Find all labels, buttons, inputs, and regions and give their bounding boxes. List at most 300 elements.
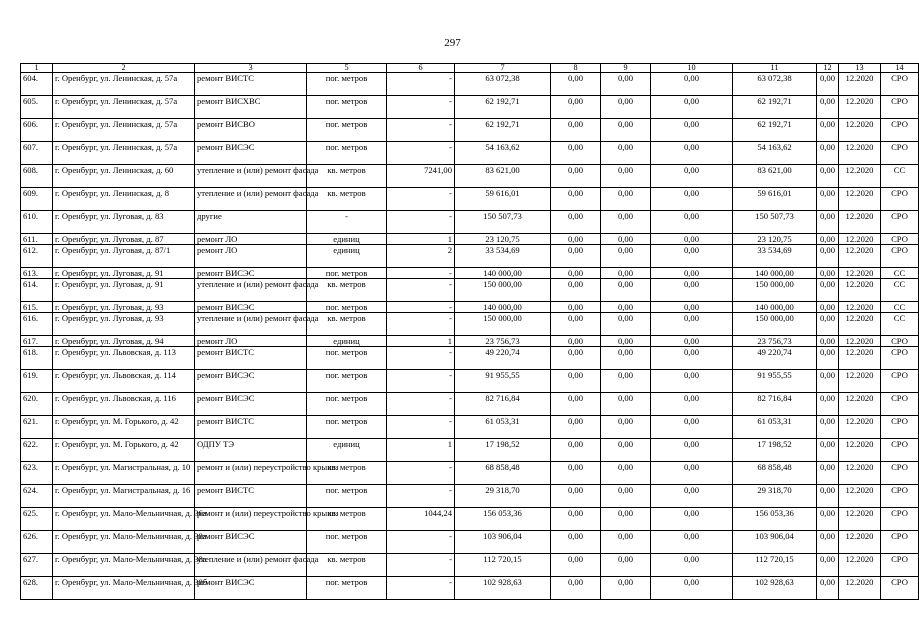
row-number-cell: 609. <box>21 188 53 211</box>
fund-local-cell: 0,00 <box>651 96 733 119</box>
row-number-cell: 628. <box>21 577 53 600</box>
unit-cell: кв. метров <box>307 313 387 336</box>
fund-regional-cell: 0,00 <box>601 165 651 188</box>
unit-cell: кв. метров <box>307 554 387 577</box>
fund-regional-cell: 0,00 <box>601 485 651 508</box>
completion-date-cell: 12.2020 <box>839 268 881 279</box>
fund-federal-cell: 0,00 <box>551 234 601 245</box>
completion-date-cell: 12.2020 <box>839 485 881 508</box>
fund-federal-cell: 0,00 <box>551 347 601 370</box>
completion-date-cell: 12.2020 <box>839 416 881 439</box>
row-number-cell: 611. <box>21 234 53 245</box>
fund-owners-cell: 140 000,00 <box>733 268 817 279</box>
fund-owners-cell: 140 000,00 <box>733 302 817 313</box>
volume-cell: - <box>387 302 455 313</box>
work-type-cell: ремонт ВИСЭС <box>195 393 307 416</box>
row-number-cell: 615. <box>21 302 53 313</box>
work-type-cell: ремонт ЛО <box>195 245 307 268</box>
fund-owners-cell: 62 192,71 <box>733 96 817 119</box>
total-cost-cell: 150 000,00 <box>455 313 551 336</box>
total-cost-cell: 68 858,48 <box>455 462 551 485</box>
funding-method-cell: СРО <box>881 96 919 119</box>
fund-owners-cell: 103 906,04 <box>733 531 817 554</box>
address-cell: г. Оренбург, ул. Ленинская, д. 57а <box>53 142 195 165</box>
cost-per-unit-cell: 0,00 <box>817 302 839 313</box>
address-cell: г. Оренбург, ул. М. Горького, д. 42 <box>53 439 195 462</box>
row-number-cell: 616. <box>21 313 53 336</box>
fund-federal-cell: 0,00 <box>551 531 601 554</box>
fund-regional-cell: 0,00 <box>601 416 651 439</box>
unit-cell: пог. метров <box>307 531 387 554</box>
fund-regional-cell: 0,00 <box>601 142 651 165</box>
volume-cell: - <box>387 211 455 234</box>
total-cost-cell: 61 053,31 <box>455 416 551 439</box>
address-cell: г. Оренбург, ул. Луговая, д. 91 <box>53 279 195 302</box>
table-row <box>21 279 919 302</box>
address-cell: г. Оренбург, ул. Ленинская, д. 60 <box>53 165 195 188</box>
volume-cell: - <box>387 142 455 165</box>
fund-regional-cell: 0,00 <box>601 370 651 393</box>
total-cost-cell: 83 621,00 <box>455 165 551 188</box>
unit-cell: единиц <box>307 245 387 268</box>
fund-federal-cell: 0,00 <box>551 462 601 485</box>
column-number-header: 3 <box>195 64 307 73</box>
fund-owners-cell: 63 072,38 <box>733 73 817 96</box>
completion-date-cell: 12.2020 <box>839 119 881 142</box>
unit-cell: кв. метров <box>307 188 387 211</box>
completion-date-cell: 12.2020 <box>839 508 881 531</box>
row-number-cell: 610. <box>21 211 53 234</box>
total-cost-cell: 62 192,71 <box>455 119 551 142</box>
column-number-header: 10 <box>651 64 733 73</box>
total-cost-cell: 82 716,84 <box>455 393 551 416</box>
volume-cell: 1 <box>387 234 455 245</box>
fund-regional-cell: 0,00 <box>601 393 651 416</box>
funding-method-cell: СС <box>881 279 919 302</box>
fund-local-cell: 0,00 <box>651 347 733 370</box>
fund-owners-cell: 68 858,48 <box>733 462 817 485</box>
fund-regional-cell: 0,00 <box>601 73 651 96</box>
register-table <box>20 63 919 600</box>
funding-method-cell: СРО <box>881 370 919 393</box>
total-cost-cell: 23 756,73 <box>455 336 551 347</box>
total-cost-cell: 49 220,74 <box>455 347 551 370</box>
table-row <box>21 577 919 600</box>
funding-method-cell: СРО <box>881 554 919 577</box>
total-cost-cell: 23 120,75 <box>455 234 551 245</box>
address-cell: г. Оренбург, ул. Луговая, д. 93 <box>53 313 195 336</box>
work-type-cell: ремонт ВИСЭС <box>195 577 307 600</box>
row-number-cell: 607. <box>21 142 53 165</box>
fund-local-cell: 0,00 <box>651 393 733 416</box>
work-type-cell: ОДПУ ТЭ <box>195 439 307 462</box>
completion-date-cell: 12.2020 <box>839 234 881 245</box>
fund-local-cell: 0,00 <box>651 554 733 577</box>
fund-owners-cell: 33 534,69 <box>733 245 817 268</box>
fund-regional-cell: 0,00 <box>601 508 651 531</box>
table-row <box>21 439 919 462</box>
fund-federal-cell: 0,00 <box>551 268 601 279</box>
unit-cell: кв. метров <box>307 508 387 531</box>
row-number-cell: 617. <box>21 336 53 347</box>
row-number-cell: 620. <box>21 393 53 416</box>
row-number-cell: 625. <box>21 508 53 531</box>
table-row <box>21 554 919 577</box>
work-type-cell: ремонт ВИСЭС <box>195 142 307 165</box>
volume-cell: - <box>387 393 455 416</box>
volume-cell: 1 <box>387 439 455 462</box>
row-number-cell: 618. <box>21 347 53 370</box>
work-type-cell: ремонт ВИСЭС <box>195 268 307 279</box>
fund-local-cell: 0,00 <box>651 302 733 313</box>
completion-date-cell: 12.2020 <box>839 336 881 347</box>
fund-regional-cell: 0,00 <box>601 439 651 462</box>
volume-cell: - <box>387 188 455 211</box>
fund-local-cell: 0,00 <box>651 531 733 554</box>
funding-method-cell: СС <box>881 302 919 313</box>
cost-per-unit-cell: 0,00 <box>817 577 839 600</box>
address-cell: г. Оренбург, ул. Луговая, д. 87/1 <box>53 245 195 268</box>
completion-date-cell: 12.2020 <box>839 577 881 600</box>
fund-regional-cell: 0,00 <box>601 96 651 119</box>
cost-per-unit-cell: 0,00 <box>817 211 839 234</box>
column-number-header: 14 <box>881 64 919 73</box>
fund-owners-cell: 49 220,74 <box>733 347 817 370</box>
total-cost-cell: 140 000,00 <box>455 268 551 279</box>
funding-method-cell: СРО <box>881 73 919 96</box>
fund-local-cell: 0,00 <box>651 336 733 347</box>
table-row <box>21 531 919 554</box>
column-number-header: 9 <box>601 64 651 73</box>
total-cost-cell: 103 906,04 <box>455 531 551 554</box>
address-cell: г. Оренбург, ул. Луговая, д. 83 <box>53 211 195 234</box>
unit-cell: пог. метров <box>307 577 387 600</box>
address-cell: г. Оренбург, ул. Львовская, д. 116 <box>53 393 195 416</box>
volume-cell: - <box>387 119 455 142</box>
row-number-cell: 605. <box>21 96 53 119</box>
work-type-cell: утепление и (или) ремонт фасада <box>195 188 307 211</box>
table-row <box>21 508 919 531</box>
table-row <box>21 347 919 370</box>
funding-method-cell: СРО <box>881 347 919 370</box>
fund-federal-cell: 0,00 <box>551 439 601 462</box>
unit-cell: кв. метров <box>307 279 387 302</box>
cost-per-unit-cell: 0,00 <box>817 165 839 188</box>
volume-cell: - <box>387 370 455 393</box>
cost-per-unit-cell: 0,00 <box>817 554 839 577</box>
fund-owners-cell: 156 053,36 <box>733 508 817 531</box>
fund-local-cell: 0,00 <box>651 485 733 508</box>
cost-per-unit-cell: 0,00 <box>817 393 839 416</box>
row-number-cell: 612. <box>21 245 53 268</box>
completion-date-cell: 12.2020 <box>839 188 881 211</box>
fund-local-cell: 0,00 <box>651 234 733 245</box>
completion-date-cell: 12.2020 <box>839 439 881 462</box>
address-cell: г. Оренбург, ул. Луговая, д. 91 <box>53 268 195 279</box>
address-cell: г. Оренбург, ул. Магистральная, д. 10 <box>53 462 195 485</box>
fund-owners-cell: 150 507,73 <box>733 211 817 234</box>
address-cell: г. Оренбург, ул. Ленинская, д. 57а <box>53 96 195 119</box>
cost-per-unit-cell: 0,00 <box>817 439 839 462</box>
funding-method-cell: СС <box>881 313 919 336</box>
address-cell: г. Оренбург, ул. М. Горького, д. 42 <box>53 416 195 439</box>
row-number-cell: 614. <box>21 279 53 302</box>
row-number-cell: 622. <box>21 439 53 462</box>
fund-owners-cell: 23 756,73 <box>733 336 817 347</box>
fund-local-cell: 0,00 <box>651 188 733 211</box>
table-row <box>21 370 919 393</box>
fund-local-cell: 0,00 <box>651 508 733 531</box>
address-cell: г. Оренбург, ул. Львовская, д. 114 <box>53 370 195 393</box>
funding-method-cell: СРО <box>881 462 919 485</box>
row-number-cell: 623. <box>21 462 53 485</box>
completion-date-cell: 12.2020 <box>839 393 881 416</box>
total-cost-cell: 156 053,36 <box>455 508 551 531</box>
work-type-cell: другие <box>195 211 307 234</box>
fund-regional-cell: 0,00 <box>601 336 651 347</box>
fund-local-cell: 0,00 <box>651 439 733 462</box>
address-cell: г. Оренбург, ул. Магистральная, д. 16 <box>53 485 195 508</box>
funding-method-cell: СРО <box>881 508 919 531</box>
completion-date-cell: 12.2020 <box>839 347 881 370</box>
completion-date-cell: 12.2020 <box>839 462 881 485</box>
row-number-cell: 627. <box>21 554 53 577</box>
funding-method-cell: СРО <box>881 439 919 462</box>
fund-federal-cell: 0,00 <box>551 279 601 302</box>
work-type-cell: ремонт ЛО <box>195 336 307 347</box>
completion-date-cell: 12.2020 <box>839 245 881 268</box>
fund-local-cell: 0,00 <box>651 211 733 234</box>
cost-per-unit-cell: 0,00 <box>817 370 839 393</box>
fund-federal-cell: 0,00 <box>551 370 601 393</box>
funding-method-cell: СРО <box>881 485 919 508</box>
work-type-cell: ремонт ВИСТС <box>195 485 307 508</box>
unit-cell: пог. метров <box>307 416 387 439</box>
column-number-header: 7 <box>455 64 551 73</box>
column-number-header: 13 <box>839 64 881 73</box>
column-number-header: 12 <box>817 64 839 73</box>
fund-local-cell: 0,00 <box>651 279 733 302</box>
completion-date-cell: 12.2020 <box>839 211 881 234</box>
cost-per-unit-cell: 0,00 <box>817 313 839 336</box>
fund-owners-cell: 150 000,00 <box>733 313 817 336</box>
table-row <box>21 336 919 347</box>
funding-method-cell: СРО <box>881 245 919 268</box>
funding-method-cell: СРО <box>881 416 919 439</box>
completion-date-cell: 12.2020 <box>839 142 881 165</box>
fund-federal-cell: 0,00 <box>551 485 601 508</box>
fund-local-cell: 0,00 <box>651 268 733 279</box>
table-row <box>21 73 919 96</box>
fund-federal-cell: 0,00 <box>551 393 601 416</box>
work-type-cell: ремонт и (или) переустройство крыши <box>195 508 307 531</box>
fund-regional-cell: 0,00 <box>601 245 651 268</box>
fund-regional-cell: 0,00 <box>601 188 651 211</box>
address-cell: г. Оренбург, ул. Луговая, д. 94 <box>53 336 195 347</box>
column-number-row <box>21 64 919 73</box>
cost-per-unit-cell: 0,00 <box>817 234 839 245</box>
table-row <box>21 393 919 416</box>
volume-cell: - <box>387 462 455 485</box>
total-cost-cell: 59 616,01 <box>455 188 551 211</box>
fund-regional-cell: 0,00 <box>601 119 651 142</box>
volume-cell: - <box>387 268 455 279</box>
cost-per-unit-cell: 0,00 <box>817 336 839 347</box>
volume-cell: 1 <box>387 336 455 347</box>
fund-local-cell: 0,00 <box>651 577 733 600</box>
total-cost-cell: 91 955,55 <box>455 370 551 393</box>
fund-regional-cell: 0,00 <box>601 268 651 279</box>
work-type-cell: ремонт ВИСЭС <box>195 370 307 393</box>
fund-owners-cell: 23 120,75 <box>733 234 817 245</box>
volume-cell: - <box>387 577 455 600</box>
completion-date-cell: 12.2020 <box>839 370 881 393</box>
fund-federal-cell: 0,00 <box>551 96 601 119</box>
funding-method-cell: СРО <box>881 336 919 347</box>
fund-owners-cell: 83 621,00 <box>733 165 817 188</box>
page-number: 297 <box>444 37 461 49</box>
table-row <box>21 245 919 268</box>
cost-per-unit-cell: 0,00 <box>817 416 839 439</box>
cost-per-unit-cell: 0,00 <box>817 485 839 508</box>
address-cell: г. Оренбург, ул. Луговая, д. 93 <box>53 302 195 313</box>
volume-cell: - <box>387 416 455 439</box>
fund-regional-cell: 0,00 <box>601 234 651 245</box>
total-cost-cell: 63 072,38 <box>455 73 551 96</box>
address-cell: г. Оренбург, ул. Луговая, д. 87 <box>53 234 195 245</box>
volume-cell: - <box>387 73 455 96</box>
fund-local-cell: 0,00 <box>651 73 733 96</box>
unit-cell: пог. метров <box>307 347 387 370</box>
row-number-cell: 608. <box>21 165 53 188</box>
unit-cell: кв. метров <box>307 165 387 188</box>
column-number-header: 8 <box>551 64 601 73</box>
unit-cell: единиц <box>307 439 387 462</box>
total-cost-cell: 33 534,69 <box>455 245 551 268</box>
fund-owners-cell: 29 318,70 <box>733 485 817 508</box>
fund-local-cell: 0,00 <box>651 462 733 485</box>
unit-cell: кв. метров <box>307 462 387 485</box>
table-row <box>21 416 919 439</box>
completion-date-cell: 12.2020 <box>839 279 881 302</box>
volume-cell: - <box>387 96 455 119</box>
total-cost-cell: 29 318,70 <box>455 485 551 508</box>
unit-cell: пог. метров <box>307 302 387 313</box>
fund-owners-cell: 102 928,63 <box>733 577 817 600</box>
fund-federal-cell: 0,00 <box>551 142 601 165</box>
fund-federal-cell: 0,00 <box>551 73 601 96</box>
fund-regional-cell: 0,00 <box>601 313 651 336</box>
fund-local-cell: 0,00 <box>651 142 733 165</box>
table-row <box>21 96 919 119</box>
address-cell: г. Оренбург, ул. Мало-Мельничная, д. 38б <box>53 577 195 600</box>
column-number-header: 11 <box>733 64 817 73</box>
table-row <box>21 313 919 336</box>
work-type-cell: утепление и (или) ремонт фасада <box>195 279 307 302</box>
cost-per-unit-cell: 0,00 <box>817 119 839 142</box>
work-type-cell: утепление и (или) ремонт фасада <box>195 313 307 336</box>
work-type-cell: ремонт и (или) переустройство крыши <box>195 462 307 485</box>
completion-date-cell: 12.2020 <box>839 165 881 188</box>
fund-federal-cell: 0,00 <box>551 119 601 142</box>
fund-local-cell: 0,00 <box>651 119 733 142</box>
unit-cell: пог. метров <box>307 119 387 142</box>
unit-cell: единиц <box>307 234 387 245</box>
unit-cell: - <box>307 211 387 234</box>
table-row <box>21 268 919 279</box>
table-row <box>21 234 919 245</box>
volume-cell: - <box>387 313 455 336</box>
completion-date-cell: 12.2020 <box>839 554 881 577</box>
fund-regional-cell: 0,00 <box>601 347 651 370</box>
funding-method-cell: СРО <box>881 577 919 600</box>
fund-local-cell: 0,00 <box>651 370 733 393</box>
cost-per-unit-cell: 0,00 <box>817 73 839 96</box>
fund-regional-cell: 0,00 <box>601 279 651 302</box>
table-row <box>21 485 919 508</box>
total-cost-cell: 17 198,52 <box>455 439 551 462</box>
fund-regional-cell: 0,00 <box>601 531 651 554</box>
volume-cell: 7241,00 <box>387 165 455 188</box>
work-type-cell: ремонт ВИСЭС <box>195 531 307 554</box>
table-row <box>21 119 919 142</box>
table-row <box>21 188 919 211</box>
unit-cell: пог. метров <box>307 142 387 165</box>
work-type-cell: ремонт ВИСВО <box>195 119 307 142</box>
funding-method-cell: СРО <box>881 393 919 416</box>
funding-method-cell: СРО <box>881 188 919 211</box>
unit-cell: пог. метров <box>307 485 387 508</box>
completion-date-cell: 12.2020 <box>839 313 881 336</box>
fund-local-cell: 0,00 <box>651 416 733 439</box>
completion-date-cell: 12.2020 <box>839 302 881 313</box>
row-number-cell: 606. <box>21 119 53 142</box>
work-type-cell: утепление и (или) ремонт фасада <box>195 554 307 577</box>
work-type-cell: утепление и (или) ремонт фасада <box>195 165 307 188</box>
unit-cell: пог. метров <box>307 393 387 416</box>
address-cell: г. Оренбург, ул. Ленинская, д. 8 <box>53 188 195 211</box>
work-type-cell: ремонт ВИСТС <box>195 73 307 96</box>
fund-federal-cell: 0,00 <box>551 245 601 268</box>
total-cost-cell: 102 928,63 <box>455 577 551 600</box>
funding-method-cell: СРО <box>881 119 919 142</box>
fund-regional-cell: 0,00 <box>601 462 651 485</box>
cost-per-unit-cell: 0,00 <box>817 96 839 119</box>
work-type-cell: ремонт ЛО <box>195 234 307 245</box>
table-row <box>21 462 919 485</box>
fund-owners-cell: 150 000,00 <box>733 279 817 302</box>
fund-owners-cell: 59 616,01 <box>733 188 817 211</box>
completion-date-cell: 12.2020 <box>839 96 881 119</box>
funding-method-cell: СС <box>881 165 919 188</box>
fund-owners-cell: 17 198,52 <box>733 439 817 462</box>
row-number-cell: 621. <box>21 416 53 439</box>
total-cost-cell: 150 507,73 <box>455 211 551 234</box>
work-type-cell: ремонт ВИСТС <box>195 416 307 439</box>
unit-cell: единиц <box>307 336 387 347</box>
total-cost-cell: 150 000,00 <box>455 279 551 302</box>
volume-cell: - <box>387 279 455 302</box>
table-row <box>21 142 919 165</box>
unit-cell: пог. метров <box>307 73 387 96</box>
total-cost-cell: 112 720,15 <box>455 554 551 577</box>
fund-federal-cell: 0,00 <box>551 313 601 336</box>
fund-regional-cell: 0,00 <box>601 554 651 577</box>
fund-owners-cell: 91 955,55 <box>733 370 817 393</box>
funding-method-cell: СРО <box>881 142 919 165</box>
address-cell: г. Оренбург, ул. Мало-Мельничная, д. 38а <box>53 554 195 577</box>
volume-cell: 1044,24 <box>387 508 455 531</box>
